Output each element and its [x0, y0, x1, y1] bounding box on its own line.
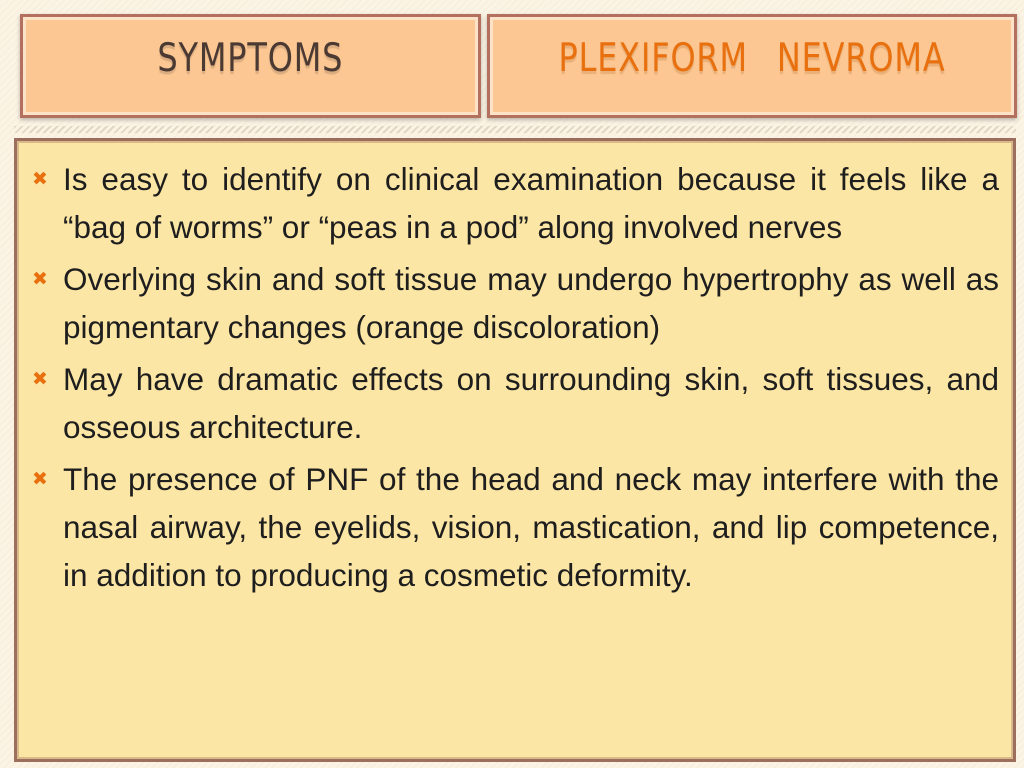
- bullet-item: [21, 455, 999, 599]
- title-box-left: [20, 14, 481, 118]
- bullet-item: [21, 255, 999, 351]
- cross-icon: ✖: [32, 368, 48, 390]
- bullet-text: May have dramatic effects on surrounding skin, soft tissues, and osseous architecture.: [63, 361, 999, 445]
- cross-icon: ✖: [32, 168, 48, 190]
- slide-title: SYMPTOMS: [157, 35, 344, 81]
- cross-icon: ✖: [32, 268, 48, 290]
- bullet-text: The presence of PNF of the head and neck may interfere with the nasal airway, the eyelids, vision, mastication, and lip competence, in addition to producing a cosmetic deformity.: [63, 461, 999, 593]
- bullet-list: [17, 141, 1013, 599]
- cross-icon: ✖: [32, 468, 48, 490]
- slide-subtitle: PLEXIFORM NEVROMA: [558, 35, 946, 81]
- bullet-text: Is easy to identify on clinical examination because it feels like a “bag of worms” or “peas in a pod” along involved nerves: [63, 161, 999, 245]
- bullet-text: Overlying skin and soft tissue may undergo hypertrophy as well as pigmentary changes (orange discoloration): [63, 261, 999, 345]
- hatched-divider: [14, 126, 1016, 133]
- bullet-item: [21, 155, 999, 251]
- content-panel: [14, 138, 1016, 762]
- bullet-item: [21, 355, 999, 451]
- title-box-right: [487, 14, 1017, 118]
